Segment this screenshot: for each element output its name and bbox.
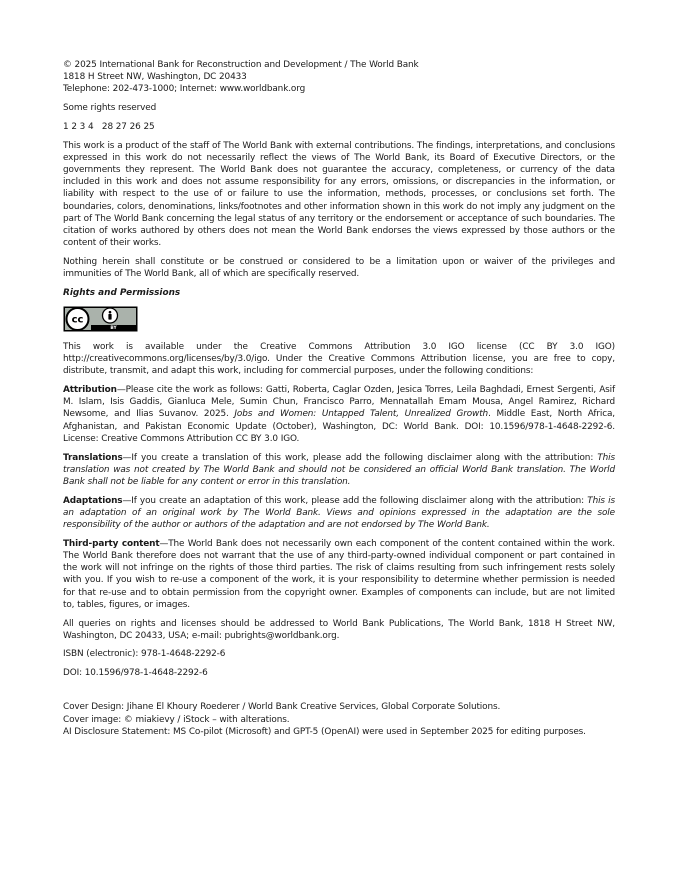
cover-design-credit: Cover Design: Jihane El Khoury Roederer / World Bank Creative Services, Global Corporate Solutions. [63,702,501,713]
translations-label: Translations [63,452,123,463]
address-line: 1818 H Street NW, Washington, DC 20433 [63,72,247,83]
adaptations-label: Adaptations [63,495,123,506]
attribution-citation: —Please cite the work as follows: Gatti, Roberta, Caglar Ozden, Jesica Torres, Leila Baghdadi, Ernest Sergenti, Asif M. Islam, Isis Gaddis, Gianluca Mele, Sumin Chun, Francisco Parro, Mennatallah Emam Mousa, Angel Ramirez, Richard Newsome, and Ilias Suvanov. 2025. [63,385,615,420]
attribution-label: Attribution [63,385,117,396]
copyright-page [63,59,615,738]
adaptations-paragraph [63,495,615,532]
by-label: BY [110,326,117,332]
rights-heading: Rights and Permissions [63,287,181,298]
third-party-label: Third-party content [63,538,160,549]
rights-reserved: Some rights reserved [63,103,157,114]
cc-by-badge [63,306,138,332]
translations-text: —If you create a translation of this work, please add the following disclaimer along with the attribution: [122,452,598,463]
by-person-body [108,314,111,320]
ai-disclosure-statement: AI Disclosure Statement: MS Co-pilot (Microsoft) and GPT-5 (OpenAI) were used in September 2025 for editing purposes. [63,726,586,737]
contact-line: Telephone: 202-473-1000; Internet: www.worldbank.org [63,84,306,95]
third-party-paragraph [63,538,615,611]
license-paragraph: This work is available under the Creative Commons Attribution 3.0 IGO license (CC BY 3.0 IGO) http://creativecommons.org/licenses/by/3.0/igo. Under the Creative Commons Attribution license, you are free to copy, distribute, transmit, and adapt this work, including for commercial purposes, under the following conditions: [63,341,615,377]
translations-paragraph [63,452,615,489]
cc-label: cc [71,314,84,326]
immunities-paragraph: Nothing herein shall constitute or be construed or considered to be a limitation upon or waiver of the privileges and immunities of The World Bank, all of which are specifically reserved. [63,256,615,280]
third-party-text: —The World Bank does not necessarily own each component of the content contained within the work. The World Bank therefore does not warrant that the use of any third-party-owned individual component or part contained in the work will not infringe on the rights of those third parties. The risk of claims resulting from such infringement rests solely with you. If you wish to re-use a component of the work, it is your responsibility to determine whether permission is needed for that re-use and to obtain permission from the copyright owner. Examples of components can include, but are not limited to, tables, figures, or images. [63,538,615,610]
cover-image-credit: Cover image: © miakievy / iStock – with alterations. [63,714,290,725]
by-person-head [109,311,112,314]
attribution-title: Jobs and Women: Untapped Talent, Unrealized Growth [234,409,489,420]
adaptations-text: —If you create an adaptation of this work, please add the following disclaimer along with the attribution: [122,495,588,506]
doi-line: DOI: 10.1596/978-1-4648-2292-6 [63,668,208,679]
attribution-details: . Middle East, North Africa, Afghanistan, and Pakistan Economic Update (October), Washington, DC: World Bank. DOI: 10.1596/978-1-4648-2292-6. License: Creative Commons Attribution CC BY 3.0 IGO. [63,409,616,444]
attribution-paragraph [63,384,615,445]
adaptations-disclaimer: This is an adaptation of an original work by The World Bank. Views and opinions expressed in the adaptation are the sole responsibility of the author or authors of the adaptation and are not endorsed by The World Bank. [63,495,615,531]
printing-line: 1 2 3 4 28 27 26 25 [63,121,155,132]
copyright-line: © 2025 International Bank for Reconstruction and Development / The World Bank [63,60,419,70]
queries-paragraph: All queries on rights and licenses should be addressed to World Bank Publications, The World Bank, 1818 H Street NW, Washington, DC 20433, USA; e-mail: pubrights@worldbank.org. [63,618,615,641]
isbn-line: ISBN (electronic): 978-1-4648-2292-6 [63,649,226,660]
translations-disclaimer: This translation was not created by The World Bank and should not be considered an official World Bank translation. The World Bank shall not be liable for any content or error in this translation. [63,452,615,487]
disclaimer-paragraph: This work is a product of the staff of The World Bank with external contributions. The findings, interpretations, and conclusions expressed in this work do not necessarily reflect the views of The World Bank, its Board of Executive Directors, or the governments they represent. The World Bank does not guarantee the accuracy, completeness, or currency of the data included in this work and does not assume responsibility for any errors, omissions, or discrepancies in the information, or liability with respect to the use of or failure to use the information, methods, processes, or conclusions set forth. The boundaries, colors, denominations, links/footnotes and other information shown in this work do not imply any judgment on the part of The World Bank concerning the legal status of any territory or the endorsement or acceptance of such boundaries. The citation of works authored by others does not mean the World Bank endorses the views expressed by those authors or the content of their works. [63,140,615,249]
